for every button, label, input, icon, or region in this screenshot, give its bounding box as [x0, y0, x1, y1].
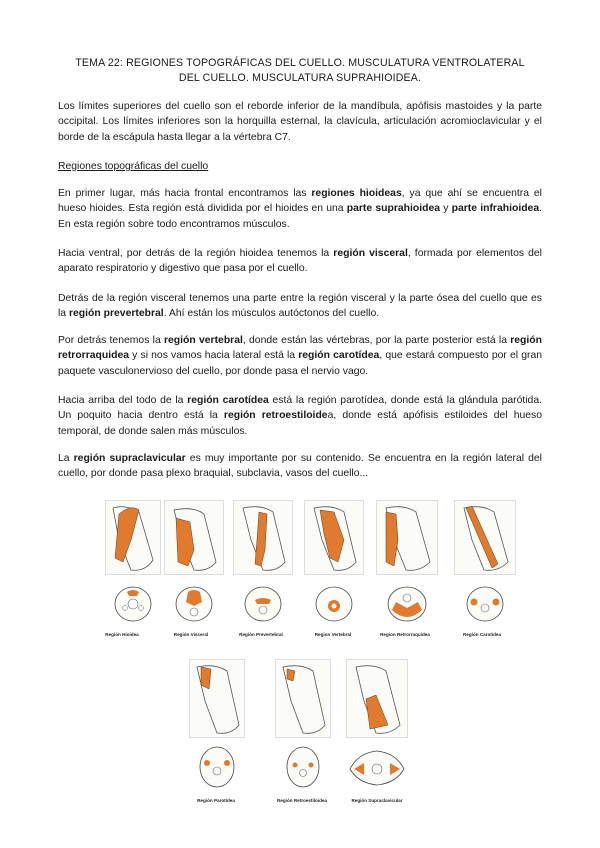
paragraph-supraclavicular: La región supraclavicular es muy importante por su contenido. Se encuentra en la región lateral del cuello, por donde pasa plexo braquial, subclavia, vasos del cuello... [58, 453, 542, 480]
caption-region-parotidea: Región Parotídea [197, 798, 235, 803]
caption-region-visceral: Región Visceral [173, 632, 209, 637]
caption-region-retrorraquidea: Region Retrorraquidea [380, 632, 430, 637]
figure-region-retroestiloidea [275, 659, 331, 793]
caption-region-supraclavicular: Región Supraclavicular [351, 798, 403, 803]
caption-region-hioidea: Región Hioidea [105, 632, 139, 637]
caption-region-prevertebral: Región Prevertebral [239, 632, 283, 637]
paragraph-visceral: Hacia ventral, por detrás de la región hioidea tenemos la región visceral, formada por elementos del aparato respiratorio y digestivo que pasa por el cuello. [58, 248, 542, 275]
caption-region-retroestiloidea: Región Retroestiloidea [276, 798, 328, 803]
caption-region-vertebral: Region Vertebral [314, 632, 352, 637]
document-title [56, 56, 544, 86]
figure-region-prevertebral [233, 500, 293, 628]
paragraph-vertebral: Por detrás tenemos la región vertebral, donde están las vértebras, por la parte posterior está la región retrorraquidea y si nos vamos hacia lateral está la región carotídea, que estará compuesto por el gran paquete vasculonervioso del cuello, por donde pasa el nervio vago. [58, 335, 543, 377]
figure-region-parotidea [189, 659, 245, 793]
section-heading: Regiones topográficas del cuello [58, 161, 209, 172]
paragraph-prevertebral: Detrás de la región visceral tenemos una parte entre la región visceral y la parte ósea del cuello que es la región prevertebral. Ahí están los músculos autóctonos del cuello. [58, 293, 542, 320]
figure-region-carotidea [454, 500, 516, 628]
figure-region-supraclavicular [346, 659, 408, 793]
title-line-2: DEL CUELLO. MUSCULATURA SUPRAHIOIDEA. [178, 72, 422, 84]
title-line-1: TEMA 22: REGIONES TOPOGRÁFICAS DEL CUELLO. MUSCULATURA VENTROLATERAL [75, 57, 525, 69]
figure-region-vertebral [304, 500, 364, 628]
figure-region-retrorraquidea [376, 500, 438, 628]
paragraph-carotidea: Hacia arriba del todo de la región carotídea está la región parotídea, donde está la glándula parótida. Un poquito hacia dentro está la región retroestiloidea, donde está apófisis estiloides del hueso temporal, de donde salen más músculos. [58, 395, 543, 437]
paragraph-hioidea: En primer lugar, más hacia frontal encontramos las regiones hioideas, ya que ahí se encuentra el hueso hioides. Esta región está dividida por el hioides en una parte suprahioidea y parte infrahioidea. En esta región sobre todo encontramos músculos. [58, 188, 543, 230]
caption-region-carotidea: Región Carotídea [462, 632, 502, 637]
intro-paragraph: Los límites superiores del cuello son el reborde inferior de la mandíbula, apófisis mastoides y la parte occipital. Los límites inferiores son la horquilla esternal, la clavícula, articulación acromioclavicular y el borde de la escápula hasta llegar a la vértebra C7. [58, 101, 542, 143]
figure-region-hioidea [105, 500, 161, 628]
figure-region-visceral [164, 500, 224, 628]
